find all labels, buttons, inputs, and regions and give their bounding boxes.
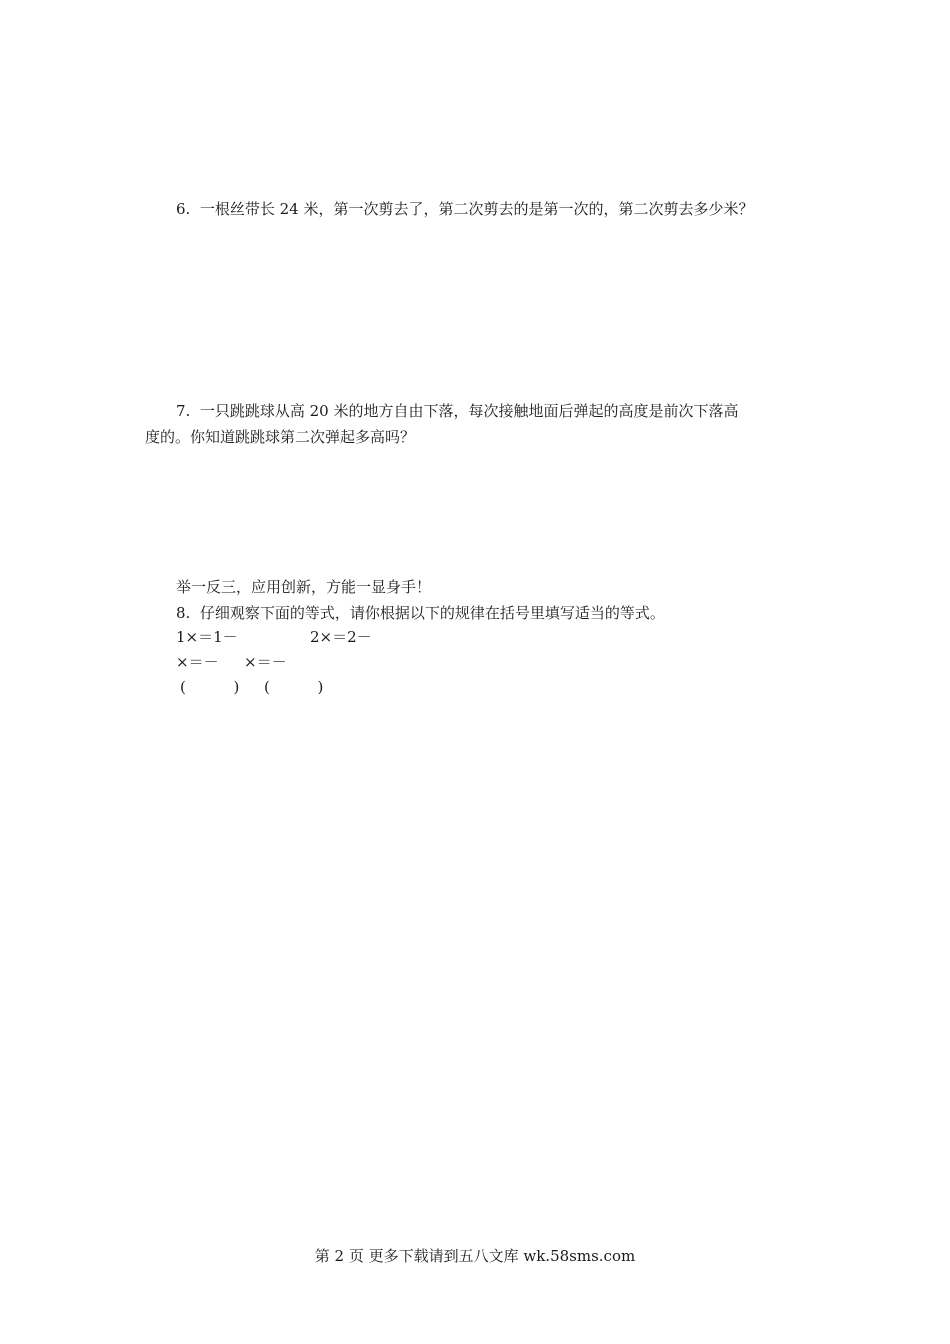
question-8: 8. 仔细观察下面的等式，请你根据以下的规律在括号里填写适当的等式。 [176,604,665,622]
answer-blank-1: ( ) [180,678,240,696]
equation-row1-right: 2×＝2－ [310,628,372,646]
question-6: 6. 一根丝带长 24 米，第一次剪去了，第二次剪去的是第一次的，第二次剪去多少米？ [176,200,754,218]
question-7-line-2: 度的。你知道跳跳球第二次弹起多高吗？ [145,428,416,446]
equation-row2-right: ×＝－ [244,653,287,671]
question-7-line-1: 7. 一只跳跳球从高 20 米的地方自由下落，每次接触地面后弹起的高度是前次下落高 [176,402,739,420]
page-footer: 第 2 页 更多下载请到五八文库 wk.58sms.com [314,1247,636,1265]
answer-blank-2: ( ) [264,678,324,696]
equation-row2-left: ×＝－ [176,653,219,671]
section-intro: 举一反三，应用创新，方能一显身手！ [176,578,432,596]
equation-row1-left: 1×＝1－ [176,628,238,646]
